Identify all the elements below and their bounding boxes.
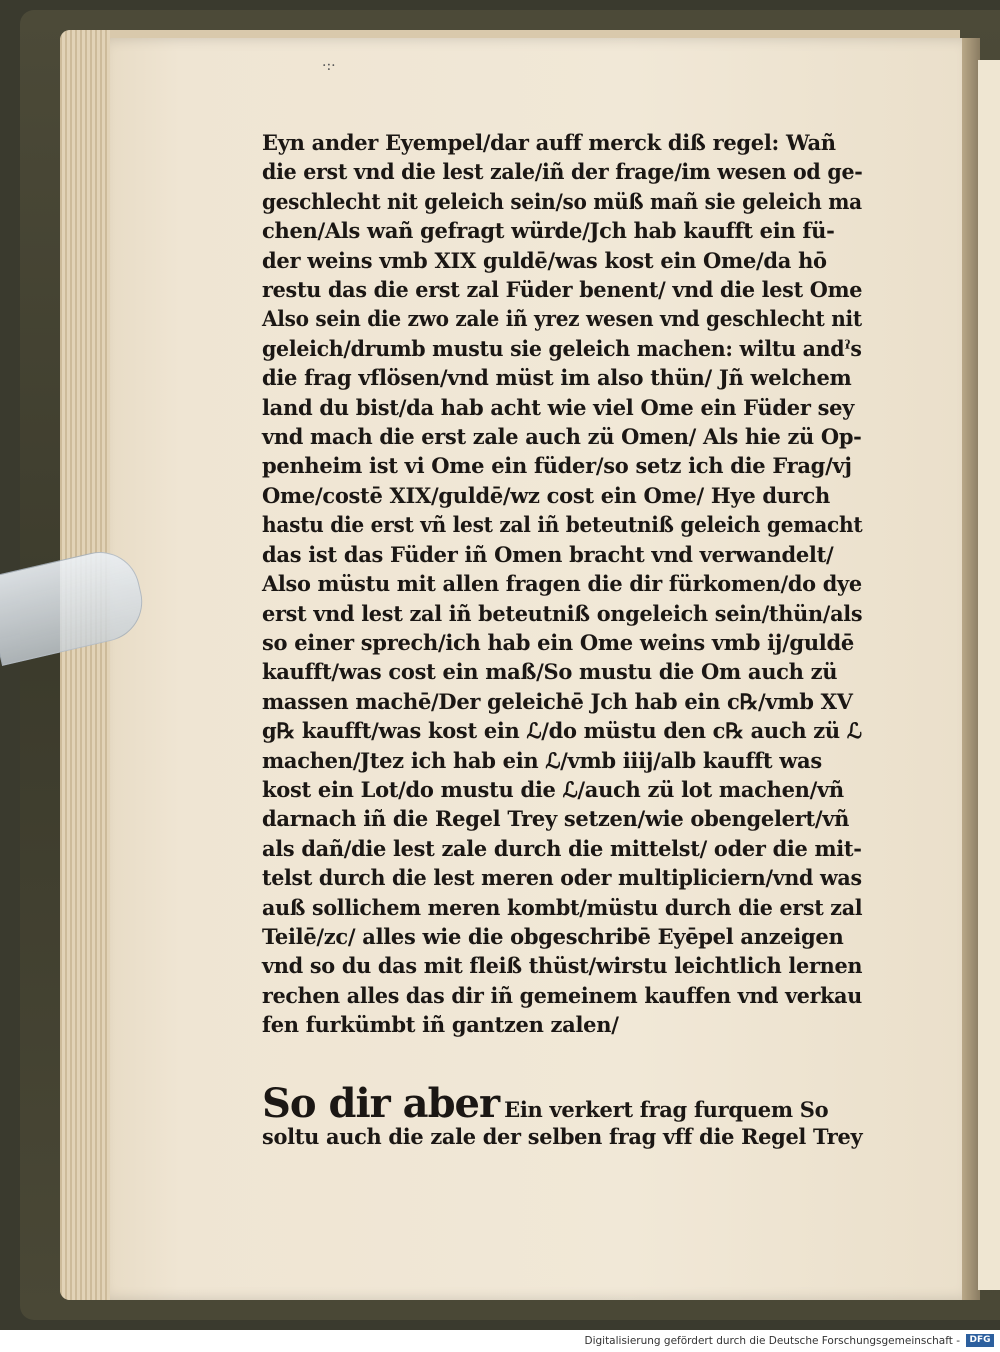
heading-initial-words: So dir aber	[262, 1080, 500, 1127]
text-line: darnach iñ die Regel Trey setzen/wie obengelert/vñ	[262, 806, 850, 832]
text-line: machen/Jtez ich hab ein ℒ/vmb iiij/alb kaufft was	[262, 747, 822, 773]
section-heading	[262, 1080, 862, 1127]
signature-mark: ·:·	[322, 58, 336, 74]
text-line: Also sein die zwo zale iñ yrez wesen vnd geschlecht nit	[262, 306, 862, 332]
page-text-block	[262, 128, 862, 1040]
text-line: als dañ/die lest zale durch die mittelst/ oder die mit-	[262, 835, 862, 861]
text-line: chen/Als wañ gefragt würde/Jch hab kaufft ein fü-	[262, 218, 835, 244]
text-line: fen furkümbt iñ gantzen zalen/	[262, 1012, 619, 1038]
text-line: Eyn ander Eyempel/dar auff merck diß regel: Wañ	[262, 130, 836, 155]
text-line: Ome/costē XIX/guldē/wz cost ein Ome/ Hye durch	[262, 482, 830, 508]
text-line: der weins vmb XIX guldē/was kost ein Ome/da hō	[262, 247, 827, 273]
text-line: land du bist/da hab acht wie viel Ome ein Füder sey	[262, 394, 855, 420]
text-line: geleich/drumb mustu sie geleich machen: wiltu andˀs	[262, 335, 862, 361]
text-line: vnd so du das mit fleiß thüst/wirstu leichtlich lernen	[262, 953, 863, 979]
text-line: auß sollichem meren kombt/müstu durch die erst zal	[262, 894, 863, 920]
text-line: Also müstu mit allen fragen die dir fürkomen/do dye	[262, 571, 862, 597]
text-line: rechen alles das dir iñ gemeinem kauffen vnd verkau	[262, 982, 862, 1008]
dfg-logo: DFG	[966, 1334, 994, 1347]
funding-credit: Digitalisierung gefördert durch die Deutsche Forschungsgemeinschaft -	[584, 1335, 960, 1347]
heading-continuation: Ein verkert frag furquem So	[504, 1097, 829, 1122]
text-line: kaufft/was cost ein maß/So mustu die Om auch zü	[262, 659, 838, 685]
text-line: das ist das Füder iñ Omen bracht vnd verwandelt/	[262, 541, 834, 567]
text-line: telst durch die lest meren oder multipliciern/vnd was	[262, 865, 862, 891]
footer-bar	[0, 1330, 1000, 1352]
text-line: Teilē/zc/ alles wie die obgeschribē Eyēpel anzeigen	[262, 923, 844, 949]
text-line: penheim ist vi Ome ein füder/so setz ich die Frag/vj	[262, 453, 852, 479]
facing-page-edge	[978, 60, 1000, 1290]
text-line: so einer sprech/ich hab ein Ome weins vmb ij/guldē	[262, 629, 854, 655]
text-line: die erst vnd die lest zale/iñ der frage/im wesen od ge-	[262, 159, 863, 185]
text-line: vnd mach die erst zale auch zü Omen/ Als hie zü Op-	[262, 424, 862, 450]
text-line-final: soltu auch die zale der selben frag vff die Regel Trey	[262, 1124, 863, 1149]
text-line: hastu die erst vñ lest zal iñ beteutniß geleich gemacht	[262, 512, 863, 538]
text-line: g℞ kaufft/was kost ein ℒ/do müstu den c℞ auch zü ℒ	[262, 718, 862, 744]
text-line: geschlecht nit geleich sein/so müß mañ sie geleich ma	[262, 188, 862, 214]
text-line: erst vnd lest zal iñ beteutniß ongeleich sein/thün/als	[262, 600, 863, 626]
text-line: kost ein Lot/do mustu die ℒ/auch zü lot machen/vñ	[262, 776, 844, 802]
text-line: massen machē/Der geleichē Jch hab ein c℞/vmb XV	[262, 688, 853, 714]
text-line: die frag vflösen/vnd müst im also thün/ Jñ welchem	[262, 365, 852, 391]
text-line: restu das die erst zal Füder benent/ vnd die lest Ome	[262, 277, 863, 303]
